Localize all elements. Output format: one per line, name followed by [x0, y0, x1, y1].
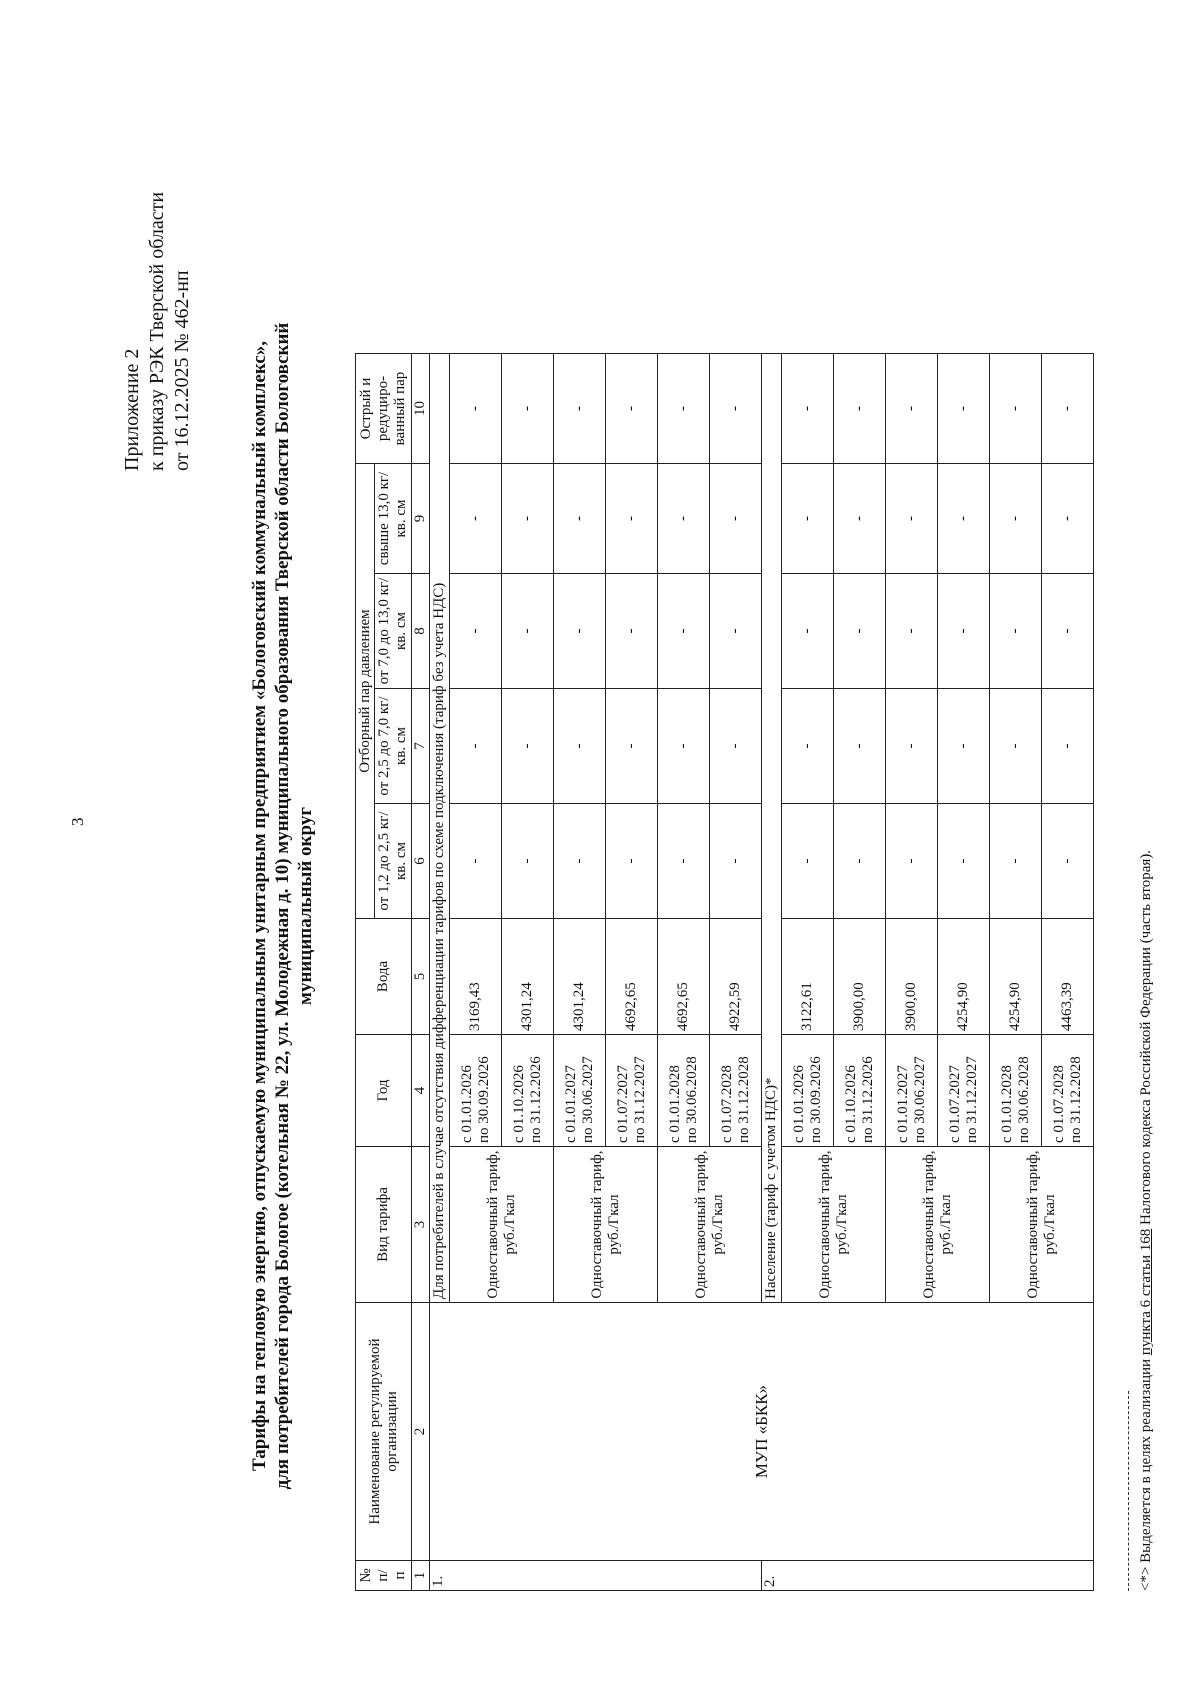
appendix-line-2: к приказу РЭК Тверской области — [146, 191, 168, 471]
water-tariff-value: 4692,65 — [606, 919, 658, 1035]
water-tariff-value: 4301,24 — [554, 919, 606, 1035]
tariff-table — [355, 353, 1094, 1591]
steam-tariff-value: - — [606, 464, 658, 574]
period-cell — [886, 1035, 938, 1147]
steam-tariff-value: - — [450, 804, 502, 919]
period-from: с 01.01.2028 — [998, 1065, 1015, 1143]
steam-tariff-value: - — [554, 804, 606, 919]
tariff-type: Одноставочный тариф, руб./Гкал — [450, 1147, 554, 1303]
steam-tariff-value: - — [782, 464, 834, 574]
steam-tariff-value: - — [1042, 354, 1094, 464]
period-to: по 31.12.2027 — [963, 1056, 980, 1143]
footnote-divider — [1128, 1391, 1129, 1591]
header-row-1 — [356, 354, 375, 1591]
period-from: с 01.01.2027 — [894, 1065, 911, 1143]
water-tariff-value: 3900,00 — [886, 919, 938, 1035]
header-pressure-3: от 7,0 до 13,0 кг/кв. см — [375, 574, 412, 689]
steam-tariff-value: - — [1042, 804, 1094, 919]
steam-tariff-value: - — [990, 574, 1042, 689]
tariff-type: Одноставочный тариф, руб./Гкал — [990, 1147, 1094, 1303]
steam-tariff-value: - — [886, 804, 938, 919]
steam-tariff-value: - — [990, 689, 1042, 804]
steam-tariff-value: - — [606, 804, 658, 919]
column-number: 1 — [412, 1561, 430, 1591]
water-tariff-value: 3122,61 — [782, 919, 834, 1035]
header-sharp-steam: Острый и редуциро-ванный пар — [356, 354, 412, 464]
period-from: с 01.07.2028 — [718, 1065, 735, 1143]
steam-tariff-value: - — [710, 354, 762, 464]
steam-tariff-value: - — [990, 804, 1042, 919]
steam-tariff-value: - — [606, 354, 658, 464]
period-from: с 01.07.2028 — [1050, 1065, 1067, 1143]
section-row — [430, 354, 450, 1591]
section-number: 2. — [762, 1561, 1094, 1591]
steam-tariff-value: - — [502, 574, 554, 689]
water-tariff-value: 4254,90 — [990, 919, 1042, 1035]
steam-tariff-value: - — [658, 804, 710, 919]
water-tariff-value: 3169,43 — [450, 919, 502, 1035]
appendix-header — [120, 192, 195, 471]
period-from: с 01.01.2027 — [562, 1065, 579, 1143]
period-from: с 01.01.2026 — [790, 1065, 807, 1143]
period-to: по 31.12.2027 — [631, 1056, 648, 1143]
steam-tariff-value: - — [658, 574, 710, 689]
period-to: по 30.06.2028 — [1015, 1056, 1032, 1143]
steam-tariff-value: - — [450, 464, 502, 574]
period-cell — [834, 1035, 886, 1147]
steam-tariff-value: - — [782, 574, 834, 689]
steam-tariff-value: - — [450, 689, 502, 804]
steam-tariff-value: - — [834, 574, 886, 689]
steam-tariff-value: - — [502, 464, 554, 574]
header-pressure-1: от 1,2 до 2,5 кг/кв. см — [375, 804, 412, 919]
period-from: с 01.10.2026 — [842, 1065, 859, 1143]
footnote-prefix: <*> Выделяется в целях реализации — [1138, 1355, 1154, 1591]
appendix-line-3: от 16.12.2025 № 462-нп — [171, 270, 193, 471]
column-number-row — [412, 354, 430, 1591]
steam-tariff-value: - — [554, 464, 606, 574]
period-from: с 01.07.2027 — [614, 1065, 631, 1143]
steam-tariff-value: - — [710, 464, 762, 574]
period-to: по 31.12.2028 — [735, 1056, 752, 1143]
tariff-type: Одноставочный тариф, руб./Гкал — [554, 1147, 658, 1303]
header-org: Наименование регулируемой организации — [356, 1303, 412, 1561]
period-cell — [782, 1035, 834, 1147]
steam-tariff-value: - — [886, 689, 938, 804]
steam-tariff-value: - — [938, 689, 990, 804]
column-number: 2 — [412, 1303, 430, 1561]
steam-tariff-value: - — [834, 689, 886, 804]
steam-tariff-value: - — [782, 354, 834, 464]
period-to: по 31.12.2028 — [1067, 1056, 1084, 1143]
steam-tariff-value: - — [710, 689, 762, 804]
steam-tariff-value: - — [554, 574, 606, 689]
water-tariff-value: 3900,00 — [834, 919, 886, 1035]
footnote-suffix: Налогового кодекса Российской Федерации (часть вторая). — [1138, 849, 1154, 1229]
steam-tariff-value: - — [938, 574, 990, 689]
title-line-1: Тарифы на тепловую энергию, отпускаемую муниципальным унитарным предприятием «Бологовский коммунальный комплекс», — [249, 341, 270, 1471]
steam-tariff-value: - — [1042, 464, 1094, 574]
steam-tariff-value: - — [710, 804, 762, 919]
steam-tariff-value: - — [782, 689, 834, 804]
tariff-type: Одноставочный тариф, руб./Гкал — [658, 1147, 762, 1303]
period-cell — [990, 1035, 1042, 1147]
water-tariff-value: 4463,39 — [1042, 919, 1094, 1035]
steam-tariff-value: - — [502, 354, 554, 464]
steam-tariff-value: - — [938, 804, 990, 919]
column-number: 9 — [412, 464, 430, 574]
header-year: Год — [356, 1035, 412, 1147]
steam-tariff-value: - — [658, 464, 710, 574]
section-number: 1. — [430, 1561, 762, 1591]
column-number: 7 — [412, 689, 430, 804]
period-to: по 30.09.2026 — [475, 1056, 492, 1143]
period-cell — [450, 1035, 502, 1147]
steam-tariff-value: - — [606, 574, 658, 689]
title-line-3: муниципальный округ — [295, 807, 316, 1005]
header-pressure-2: от 2,5 до 7,0 кг/кв. см — [375, 689, 412, 804]
section-title: Для потребителей в случае отсутствия дифференциации тарифов по схеме подключения (тариф без учета НДС) — [430, 354, 450, 1303]
period-from: с 01.07.2027 — [946, 1065, 963, 1143]
steam-tariff-value: - — [990, 354, 1042, 464]
period-from: с 01.01.2028 — [666, 1065, 683, 1143]
steam-tariff-value: - — [1042, 574, 1094, 689]
period-to: по 30.06.2028 — [683, 1056, 700, 1143]
steam-tariff-value: - — [658, 354, 710, 464]
column-number: 5 — [412, 919, 430, 1035]
period-from: с 01.10.2026 — [510, 1065, 527, 1143]
header-tariff-type: Вид тарифа — [356, 1147, 412, 1303]
steam-tariff-value: - — [834, 464, 886, 574]
section-title: Население (тариф с учетом НДС)* — [762, 354, 782, 1303]
period-to: по 31.12.2026 — [527, 1056, 544, 1143]
period-from: с 01.01.2026 — [458, 1065, 475, 1143]
steam-tariff-value: - — [606, 689, 658, 804]
title-line-2: для потребителей города Бологое (котельная № 22, ул. Молодежная д. 10) муниципального образования Тверской области Бологовский — [272, 322, 293, 1490]
steam-tariff-value: - — [710, 574, 762, 689]
steam-tariff-value: - — [658, 689, 710, 804]
period-cell — [710, 1035, 762, 1147]
steam-tariff-value: - — [834, 354, 886, 464]
footnote — [1138, 850, 1155, 1591]
steam-tariff-value: - — [782, 804, 834, 919]
water-tariff-value: 4301,24 — [502, 919, 554, 1035]
water-tariff-value: 4922,59 — [710, 919, 762, 1035]
steam-tariff-value: - — [450, 574, 502, 689]
footnote-link: пункта 6 статьи 168 — [1138, 1228, 1154, 1356]
period-cell — [938, 1035, 990, 1147]
period-cell — [554, 1035, 606, 1147]
steam-tariff-value: - — [990, 464, 1042, 574]
period-cell — [1042, 1035, 1094, 1147]
appendix-line-1: Приложение 2 — [121, 348, 143, 471]
steam-tariff-value: - — [502, 804, 554, 919]
steam-tariff-value: - — [886, 574, 938, 689]
header-water: Вода — [356, 919, 412, 1035]
steam-tariff-value: - — [938, 464, 990, 574]
period-to: по 30.06.2027 — [911, 1056, 928, 1143]
steam-tariff-value: - — [886, 354, 938, 464]
document-title — [248, 316, 317, 1496]
steam-tariff-value: - — [938, 354, 990, 464]
organization-name: МУП «БКК» — [430, 1303, 1094, 1561]
period-cell — [658, 1035, 710, 1147]
water-tariff-value: 4254,90 — [938, 919, 990, 1035]
steam-tariff-value: - — [502, 689, 554, 804]
steam-tariff-value: - — [554, 354, 606, 464]
column-number: 3 — [412, 1147, 430, 1303]
column-number: 10 — [412, 354, 430, 464]
column-number: 4 — [412, 1035, 430, 1147]
page-number: 3 — [68, 817, 87, 826]
steam-tariff-value: - — [450, 354, 502, 464]
period-to: по 30.06.2027 — [579, 1056, 596, 1143]
header-num: № п/ п — [356, 1561, 412, 1591]
period-cell — [502, 1035, 554, 1147]
column-number: 8 — [412, 574, 430, 689]
tariff-type: Одноставочный тариф, руб./Гкал — [782, 1147, 886, 1303]
header-pressure-4: свыше 13,0 кг/кв. см — [375, 464, 412, 574]
tariff-type: Одноставочный тариф, руб./Гкал — [886, 1147, 990, 1303]
steam-tariff-value: - — [886, 464, 938, 574]
period-to: по 31.12.2026 — [859, 1056, 876, 1143]
period-cell — [606, 1035, 658, 1147]
steam-tariff-value: - — [554, 689, 606, 804]
header-steam-group: Отборный пар давлением — [356, 464, 375, 919]
column-number: 6 — [412, 804, 430, 919]
steam-tariff-value: - — [1042, 689, 1094, 804]
water-tariff-value: 4692,65 — [658, 919, 710, 1035]
steam-tariff-value: - — [834, 804, 886, 919]
period-to: по 30.09.2026 — [807, 1056, 824, 1143]
